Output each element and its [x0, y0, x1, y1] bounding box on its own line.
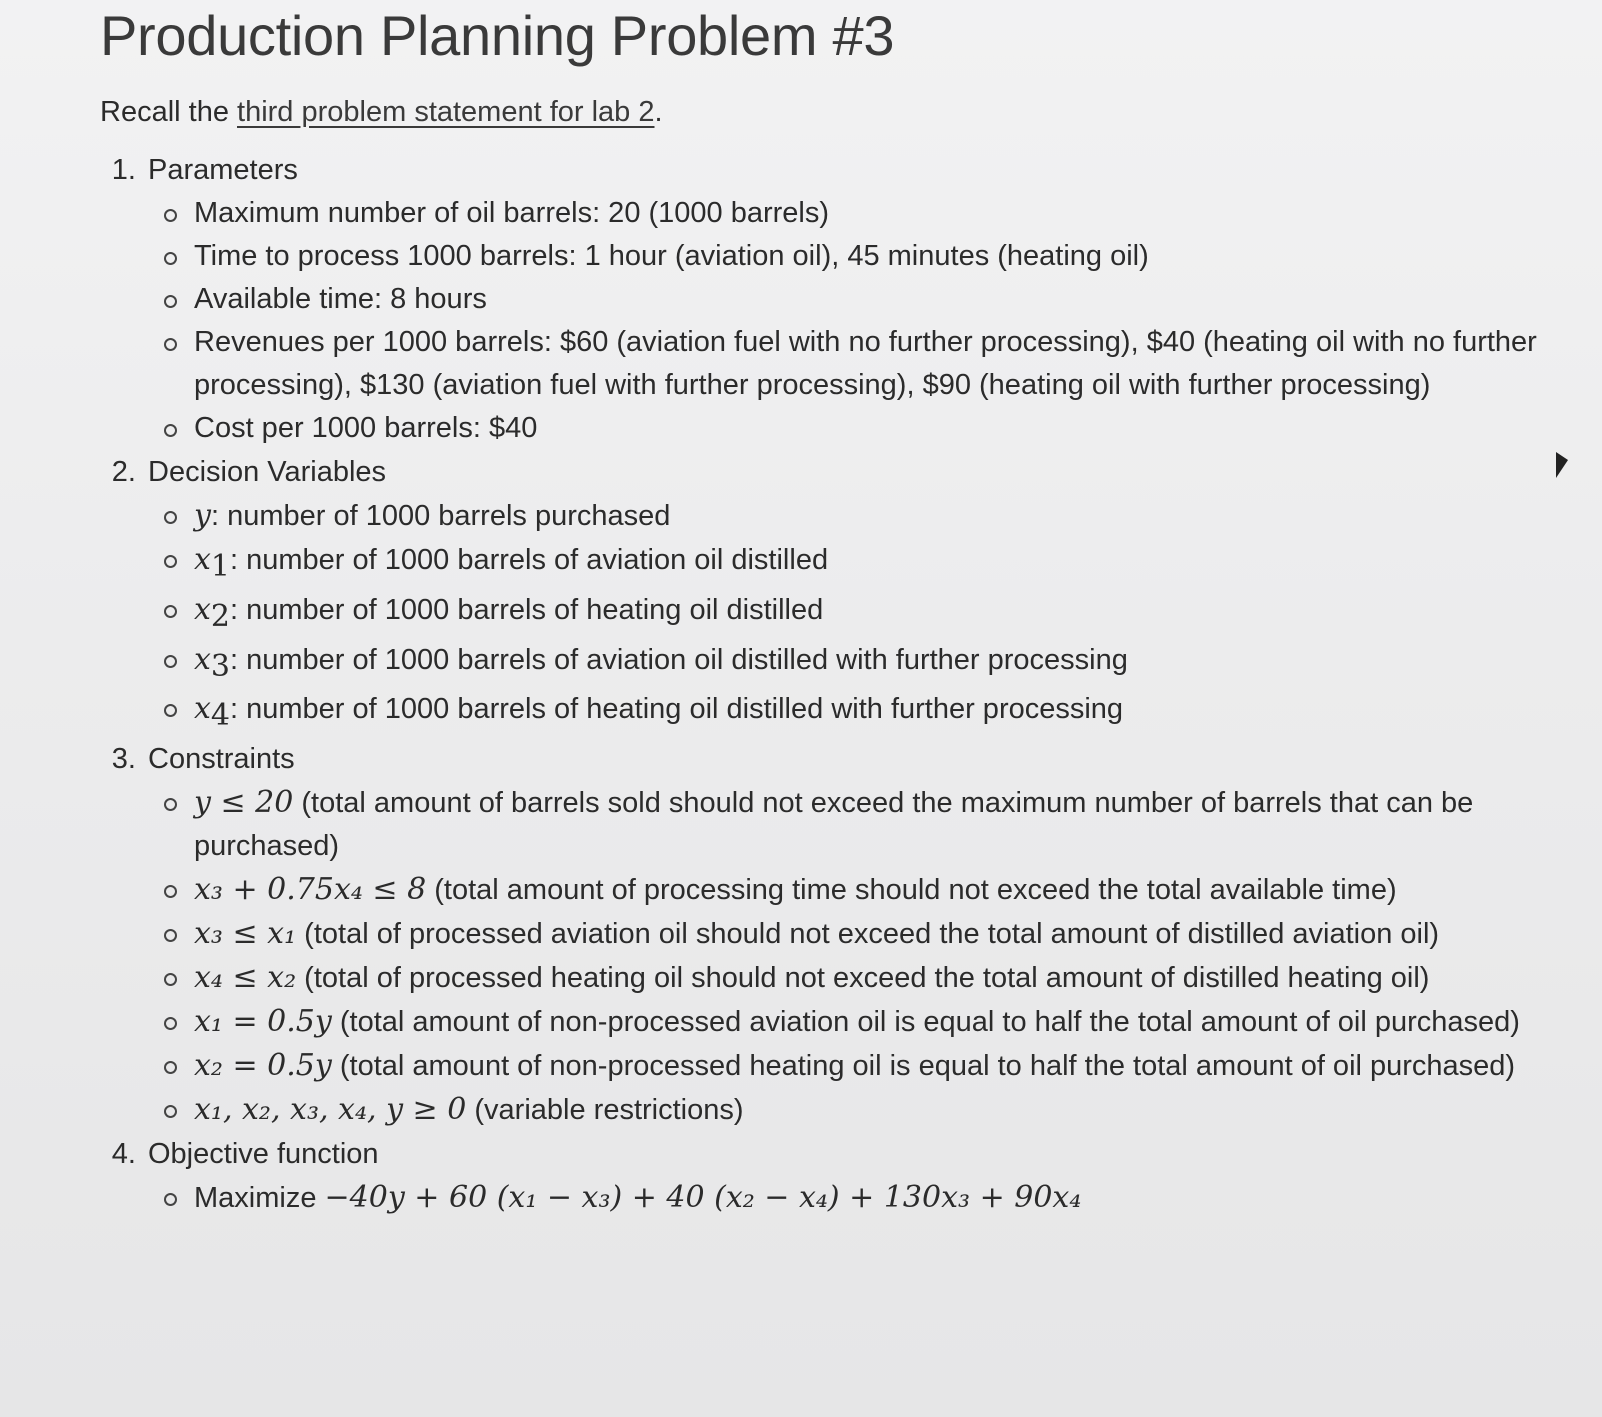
list-item: Time to process 1000 barrels: 1 hour (aviation oil), 45 minutes (heating oil) — [194, 235, 1602, 278]
variable-symbol: x — [194, 691, 211, 727]
list-item: Revenues per 1000 barrels: $60 (aviation fuel with no further processing), $40 (heating oil with no further processing), $130 (aviation fuel with further processing), $90 (heating oil with further processing) — [194, 321, 1602, 407]
list-item — [194, 1176, 1602, 1220]
section-decision-variables — [144, 450, 1602, 737]
variable-description: : number of 1000 barrels of heating oil distilled — [230, 593, 824, 626]
constraint-description: (total amount of non-processed heating oil is equal to half the total amount of oil purchased) — [331, 1050, 1516, 1083]
list-item — [194, 1044, 1602, 1088]
decision-variables-list — [148, 494, 1602, 737]
list-item — [194, 687, 1602, 737]
parameters-list — [148, 192, 1602, 450]
objective-label: Maximize — [194, 1182, 325, 1215]
constraints-heading: Constraints — [148, 743, 295, 776]
constraint-expression: x₄ ≤ x₂ — [194, 960, 297, 996]
section-constraints — [144, 737, 1602, 1132]
parameters-heading: Parameters — [148, 154, 298, 186]
objective-heading: Objective function — [148, 1138, 379, 1171]
intro-prefix: Recall the — [100, 96, 238, 128]
variable-subscript: 3 — [210, 648, 231, 684]
constraint-description: (total of processed aviation oil should not exceed the total amount of distilled aviation oil) — [296, 918, 1440, 951]
constraint-expression: x₃ + 0.75x₄ ≤ 8 — [194, 872, 427, 908]
list-item — [194, 494, 1602, 538]
section-objective-function — [144, 1132, 1602, 1220]
intro-suffix: . — [654, 96, 663, 128]
constraint-description: (total amount of non-processed aviation oil is equal to half the total amount of oil purchased) — [331, 1006, 1520, 1039]
variable-subscript: 2 — [210, 598, 231, 634]
list-item — [194, 956, 1602, 1000]
constraint-expression: x₃ ≤ x₁ — [194, 916, 297, 952]
list-item — [194, 781, 1602, 868]
list-item: Maximum number of oil barrels: 20 (1000 barrels) — [194, 192, 1602, 235]
list-item — [194, 1000, 1602, 1044]
decision-variables-heading: Decision Variables — [148, 456, 387, 488]
constraints-list — [148, 781, 1602, 1132]
variable-symbol: x — [194, 542, 211, 577]
list-item — [194, 868, 1602, 912]
constraint-expression: y ≤ 20 — [194, 785, 294, 821]
variable-description: : number of 1000 barrels of heating oil distilled with further processing — [230, 693, 1124, 726]
constraint-description: (total amount of barrels sold should not exceed the maximum number of barrels that can be purchased) — [194, 787, 1474, 863]
variable-subscript: 1 — [210, 548, 231, 584]
page-title: Production Planning Problem #3 — [100, 4, 895, 67]
list-item: Cost per 1000 barrels: $40 — [194, 407, 1602, 450]
constraint-description: (total amount of processing time should not exceed the total available time) — [426, 874, 1397, 907]
variable-description: : number of 1000 barrels purchased — [210, 500, 671, 532]
section-parameters — [144, 148, 1602, 450]
variable-description: : number of 1000 barrels of aviation oil distilled with further processing — [230, 643, 1128, 676]
list-item: Available time: 8 hours — [194, 278, 1602, 321]
variable-symbol: x — [194, 591, 211, 627]
objective-list — [148, 1176, 1602, 1220]
variable-description: : number of 1000 barrels of aviation oil distilled — [230, 544, 829, 576]
constraint-description: (variable restrictions) — [466, 1094, 744, 1127]
objective-expression: −40y + 60 (x₁ − x₃) + 40 (x₂ − x₄) + 130x₃ + 90x₄ — [324, 1180, 1082, 1216]
constraint-expression: x₁ = 0.5y — [194, 1004, 332, 1040]
variable-symbol: y — [194, 498, 211, 533]
problem-outline — [100, 148, 1602, 1220]
list-item — [194, 638, 1602, 688]
list-item — [194, 912, 1602, 956]
intro-paragraph — [100, 94, 1602, 130]
variable-subscript: 4 — [210, 698, 231, 734]
list-item — [194, 588, 1602, 638]
list-item — [194, 1088, 1602, 1132]
variable-symbol: x — [194, 641, 211, 677]
list-item — [194, 538, 1602, 588]
lab2-problem-link[interactable]: third problem statement for lab 2 — [237, 96, 655, 128]
constraint-expression: x₂ = 0.5y — [194, 1048, 332, 1084]
constraint-expression: x₁, x₂, x₃, x₄, y ≥ 0 — [194, 1092, 467, 1128]
mouse-cursor-icon — [1556, 452, 1568, 478]
constraint-description: (total of processed heating oil should not exceed the total amount of distilled heating oil) — [296, 962, 1430, 995]
